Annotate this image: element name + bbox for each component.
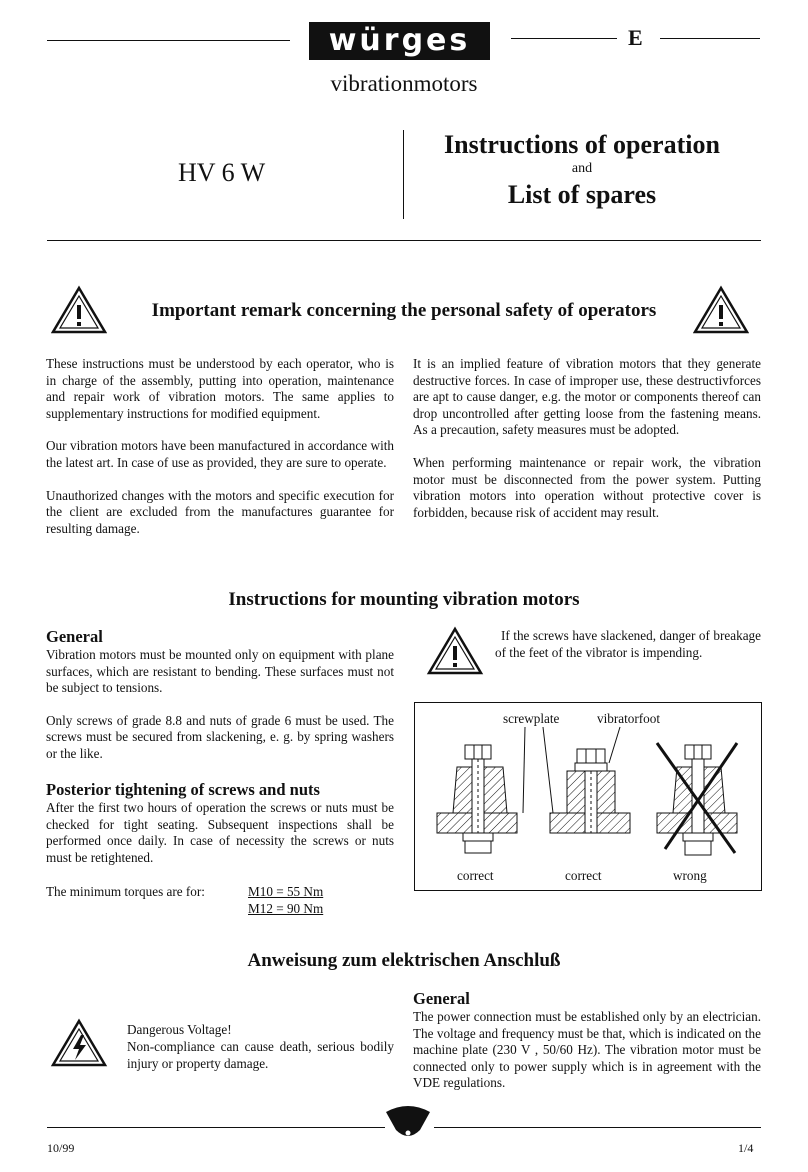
safety-paragraph: Unauthorized changes with the motors and specific execution for the client are excluded from the manufactures guarantee for resulting damage.: [46, 487, 394, 536]
safety-title: Important remark concerning the personal safety of operators: [151, 300, 657, 321]
torque-label: The minimum torques are for:: [46, 884, 205, 899]
header-rule-left: [47, 40, 290, 41]
caption-wrong: wrong: [673, 868, 707, 883]
doc-title-2: List of spares: [507, 180, 657, 209]
posterior-text: After the first two hours of operation the screws or nuts must be checked for tight seating. Subsequent inspections shall be performed once daily. In case of necessity the screws or nuts must be retightened.: [46, 800, 394, 865]
posterior-heading: Posterior tightening of screws and nuts: [46, 780, 320, 799]
electrical-title: Anweisung zum elektrischen Anschluß: [247, 950, 561, 971]
doc-title-and: and: [571, 161, 593, 176]
title-divider: [403, 130, 404, 219]
caption-correct-1: correct: [457, 868, 494, 883]
model-name: HV 6 W: [178, 158, 266, 187]
safety-paragraph: When performing maintenance or repair work, the vibration motor must be disconnected from the power system. Putting vibration motors into operation without protective cover is forbidden, because risk of accident may result.: [413, 454, 761, 520]
safety-left-column: [46, 356, 394, 537]
mounting-figure: [414, 702, 762, 891]
torque-m12: M12 = 90 Nm: [248, 901, 324, 916]
footer-emblem-icon: [383, 1104, 433, 1147]
footer-page: 1/4: [738, 1141, 754, 1155]
header-rule-mid: [511, 38, 617, 39]
assembly-wrong: [657, 743, 737, 855]
footer-date: 10/99: [47, 1141, 75, 1155]
electrical-general-text: The power connection must be established only by an electrician. The voltage and frequency must be that, which is indicated on the machine plate (230 V , 50/60 Hz). The vibration motor must be connected only to power supply which is in agreement with the VDE regulations.: [413, 1009, 761, 1091]
mounting-paragraph: Only screws of grade 8.8 and nuts of grade 6 must be used. The screws must be secured from slackening, e. g. by spring washers or the like.: [46, 712, 394, 761]
assembly-correct-2: [550, 749, 630, 833]
mounting-general-heading: General: [46, 627, 103, 646]
warning-triangle-icon: [693, 285, 749, 335]
danger-voltage-text: Non-compliance can cause death, serious bodily injury or property damage.: [127, 1039, 394, 1071]
caption-correct-2: correct: [565, 868, 602, 883]
screw-warning-text: If the screws have slackened, danger of breakage of the feet of the vibrator is impending.: [495, 628, 761, 660]
electrical-general-heading: General: [413, 989, 470, 1008]
safety-paragraph: These instructions must be understood by each operator, who is in charge of the assembly, putting into operation, maintenance and repair work of vibration motors. The same applies to supplementary instructions for modified equipment.: [46, 356, 394, 421]
footer-rule-right: [434, 1127, 761, 1128]
mounting-title: Instructions for mounting vibration motors: [228, 589, 580, 610]
torque-m10: M10 = 55 Nm: [248, 884, 324, 899]
safety-paragraph: It is an implied feature of vibration motors that they generate destructive forces. In case of improper use, these destructivforces are apt to cause danger, e.g. the motor or components thereof can drop uncontrolled after getting loose from the fastening means. As a precaution, safety measures must be adopted.: [413, 356, 761, 438]
label-vibratorfoot: vibratorfoot: [597, 711, 660, 726]
safety-paragraph: Our vibration motors have been manufactured in accordance with the latest art. In case of use as provided, they are sure to operate.: [46, 438, 394, 470]
warning-triangle-icon: [426, 626, 484, 676]
high-voltage-icon: [50, 1018, 108, 1073]
wuerges-logo: würges: [309, 22, 490, 60]
warning-triangle-icon: [51, 285, 107, 335]
assembly-correct-1: [437, 745, 517, 853]
safety-right-column: [413, 356, 761, 521]
language-code: E: [628, 25, 643, 50]
doc-title-1: Instructions of operation: [444, 130, 720, 159]
footer-rule-left: [47, 1127, 385, 1128]
header-rule-bottom: [47, 240, 761, 241]
mounting-paragraph: Vibration motors must be mounted only on equipment with plane surfaces, which are resistant to bending. These surfaces must not be subject to tensions.: [46, 647, 394, 696]
label-screwplate: screwplate: [503, 711, 560, 726]
mounting-general-text: [46, 647, 394, 763]
subtitle: vibrationmotors: [330, 71, 478, 96]
header-rule-right: [660, 38, 760, 39]
danger-voltage-title: Dangerous Voltage!: [127, 1022, 232, 1037]
